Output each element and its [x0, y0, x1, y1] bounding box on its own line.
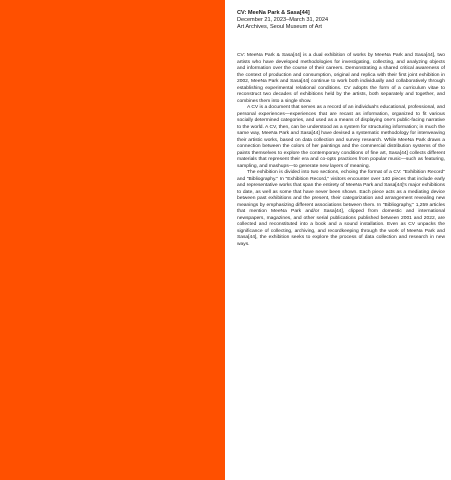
exhibition-description [237, 53, 445, 248]
exhibition-title: CV: MeeNa Park & Sasa[44] [237, 10, 310, 16]
exhibition-text-column [237, 10, 445, 248]
exhibition-dates: December 21, 2023–March 31, 2024 [237, 17, 329, 23]
orange-color-panel [0, 0, 225, 480]
description-paragraph-2: A CV is a document that serves as a record of an individual's educational, professional, and personal experiences—experiences that are recast as information, organized to fit various socially determined categories, and used as a means of displaying one's public-facing narrative to the world. A CV, then, can be understood as a system for structuring information; in much the same way, MeeNa Park and Sasa[44] have devised a systematic methodology for interweaving their artistic works, based on data collection and survey research. While MeeNa Park draws a connection between the colors of her paintings and the commercial distribution systems of the paints themselves to explore the contemporary conditions of fine art, Sasa[44] collects different materials that represent their era and co-opts practices from popular music—such as featuring, sampling, and mashups—to generate new layers of meaning. [237, 105, 445, 169]
description-paragraph-1: CV: MeeNa Park & Sasa[44] is a dual exhibition of works by MeeNa Park and Sasa[44], two artists who have developed methodologies for investigating, collecting, and analyzing objects and information over the course of their careers. Demonstrating a shared critical awareness of the context of production and consumption, original and replica with their first joint exhibition in 2002, MeeNa Park and Sasa[44] continue to work both individually and collaboratively through establishing experimental relational conditions. CV adopts the form of a curriculum vitae to reconstruct two decades of exhibitions held by the artists, both separately and together, and combines them into a single show. [237, 53, 445, 104]
description-paragraph-3: The exhibition is divided into two sections, echoing the format of a CV: "Exhibition Record" and "Bibliography." In "Exhibition Record," visitors encounter over 140 pieces that include early and representative works that span the entirety of MeeNa Park and Sasa[44]'s major exhibitions to date, as well as some that have never been shown. Each piece acts as a mediating device between past exhibitions and the present, their categorization and arrangement revealing new meanings by emphasizing different associations between them. In "Bibliography," 1,259 articles that mention MeeNa Park and/or Sasa[44], clipped from domestic and international newspapers, magazines, and other serial publications published between 2001 and 2022, are collected and reconstituted into a book and a sound installation. Even as CV unpacks the significance of collecting, archiving, and recordkeeping through the work of MeeNa Park and Sasa[44], the exhibition seeks to explore the process of data collection and research in new ways. [237, 170, 445, 247]
exhibition-venue: Art Archives, Seoul Museum of Art [237, 24, 322, 30]
